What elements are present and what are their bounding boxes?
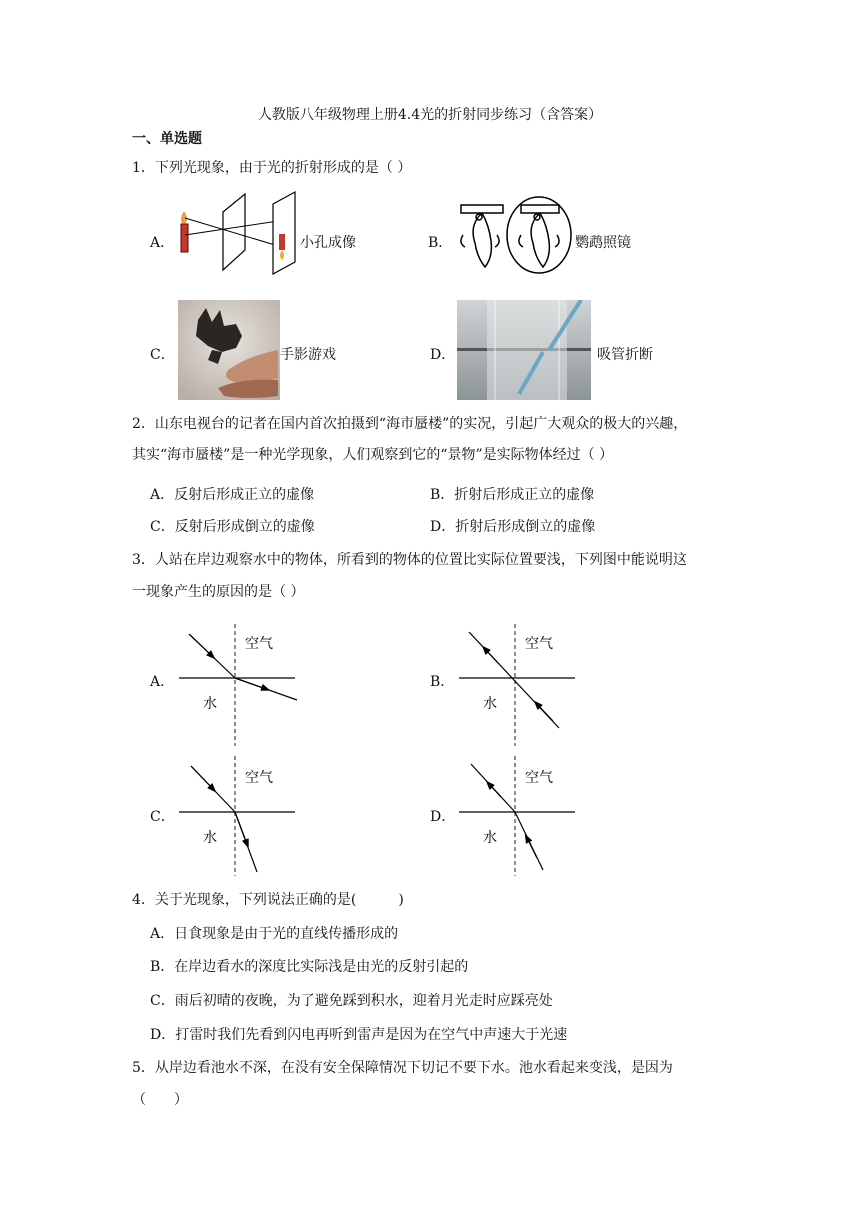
- document-title: 人教版八年级物理上册4.4光的折射同步练习（含答案）: [257, 107, 603, 123]
- q3a-air-label: 空气: [245, 636, 273, 652]
- pinhole-imaging-figure: [175, 190, 300, 275]
- hand-shadow-photo: [178, 300, 280, 400]
- question-2-stem-line1: 2．山东电视台的记者在国内首次拍摄到“海市蜃楼”的实况，引起广大观众的极大的兴趣，: [132, 416, 688, 432]
- refraction-diagram-a: [175, 620, 305, 750]
- q1-option-b-letter: B．: [428, 235, 453, 251]
- q1-option-d-caption: 吸管折断: [597, 347, 653, 363]
- question-3-stem-line1: 3．人站在岸边观察水中的物体，所看到的物体的位置比实际位置要浅，下列图中能说明这: [132, 552, 687, 568]
- q1-option-c-letter: C．: [150, 347, 175, 363]
- q3b-air-label: 空气: [525, 636, 553, 652]
- refraction-diagram-b: [455, 620, 585, 750]
- question-5-stem-line2: （ ）: [132, 1092, 188, 1108]
- q2-option-c: C．反射后形成倒立的虚像: [150, 519, 315, 535]
- q4-option-b: B．在岸边看水的深度比实际浅是由光的反射引起的: [150, 959, 469, 975]
- parrot-mirror-figure: [455, 195, 575, 275]
- q3-option-a-letter: A．: [150, 674, 175, 690]
- q3c-water-label: 水: [203, 830, 217, 846]
- question-1-stem: 1．下列光现象，由于光的折射形成的是（ ）: [132, 160, 412, 176]
- q3c-air-label: 空气: [245, 770, 273, 786]
- question-3-stem-line2: 一现象产生的原因的是（ ）: [132, 584, 305, 600]
- question-5-stem-line1: 5．从岸边看池水不深，在没有安全保障情况下切记不要下水。池水看起来变浅，是因为: [132, 1060, 673, 1076]
- q3-option-b-letter: B．: [430, 674, 455, 690]
- q3b-water-label: 水: [483, 696, 497, 712]
- q3d-water-label: 水: [483, 830, 497, 846]
- bent-straw-photo: [457, 300, 591, 400]
- q3-option-d-letter: D．: [430, 809, 456, 825]
- q1-option-d-letter: D．: [430, 347, 456, 363]
- q1-option-a-letter: A．: [150, 235, 175, 251]
- refraction-diagram-d: [455, 752, 585, 880]
- question-2-stem-line2: 其实“海市蜃楼”是一种光学现象，人们观察到它的“景物”是实际物体经过（ ）: [132, 447, 614, 463]
- q3a-water-label: 水: [203, 696, 217, 712]
- question-4-stem: 4．关于光现象，下列说法正确的是( ): [132, 892, 404, 908]
- q4-option-d: D．打雷时我们先看到闪电再听到雷声是因为在空气中声速大于光速: [150, 1027, 568, 1043]
- q3d-air-label: 空气: [525, 770, 553, 786]
- q2-option-d: D．折射后形成倒立的虚像: [430, 519, 596, 535]
- q2-option-a: A．反射后形成正立的虚像: [150, 487, 315, 503]
- q1-option-c-caption: 手影游戏: [280, 347, 336, 363]
- q3-option-c-letter: C．: [150, 809, 175, 825]
- section-heading: 一、单选题: [132, 131, 202, 147]
- q1-option-b-caption: 鹦鹉照镜: [575, 235, 631, 251]
- q4-option-c: C．雨后初晴的夜晚，为了避免踩到积水，迎着月光走时应踩亮处: [150, 993, 553, 1009]
- refraction-diagram-c: [175, 752, 305, 880]
- q2-option-b: B．折射后形成正立的虚像: [430, 487, 595, 503]
- q4-option-a: A．日食现象是由于光的直线传播形成的: [150, 926, 399, 942]
- q1-option-a-caption: 小孔成像: [300, 235, 356, 251]
